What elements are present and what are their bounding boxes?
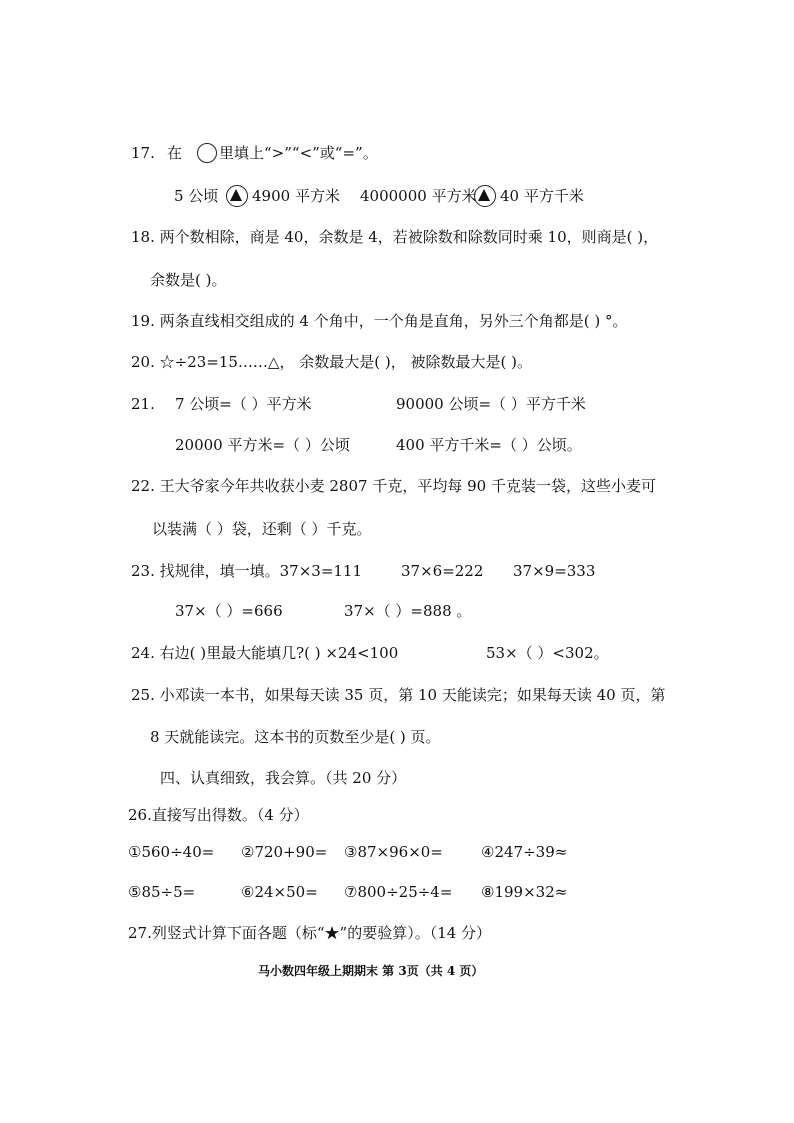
triangle-in-circle-icon <box>226 185 248 207</box>
q17-compare-circle-1[interactable] <box>226 185 248 207</box>
q23-line-2 <box>175 601 575 623</box>
q24-part-2: 53×（ ）<302。 <box>486 644 609 662</box>
q17-blank-circle[interactable] <box>197 142 217 163</box>
q23-example-3: 37×9=333 <box>513 562 596 580</box>
q26-item-5: ⑤85÷5= <box>128 883 196 901</box>
q23-example-2: 37×6=222 <box>401 562 484 580</box>
q18-line-2: 余数是( )。 <box>150 271 227 289</box>
empty-circle-icon <box>197 143 217 163</box>
q26-item-1: ①560÷40= <box>128 843 215 861</box>
q17-text-prefix: 在 <box>167 144 183 162</box>
q26-item-8: ⑧199×32≈ <box>481 883 568 901</box>
q21-item-1: 7 公顷=（ ）平方米 <box>175 395 312 413</box>
page-footer: 马小数四年级上期期末 第 3页（共 4 页） <box>258 964 484 978</box>
q17-instruction: 里填上“>”“<”或“=”。 <box>219 144 378 162</box>
q22-line-1: 22. 王大爷家今年共收获小麦 2807 千克，平均每 90 千克装一袋，这些小麦可 <box>131 477 656 495</box>
q17-items-line <box>174 186 624 208</box>
q21-line-1 <box>131 394 631 416</box>
q27-title: 27.列竖式计算下面各题（标“★”的要验算）。（14 分） <box>128 924 492 942</box>
q26-row-2 <box>128 882 648 904</box>
q26-item-6: ⑥24×50= <box>241 883 318 901</box>
q17-line <box>131 143 631 165</box>
triangle-in-circle-icon <box>474 185 496 207</box>
q20-line: 20. ☆÷23=15……△， 余数最大是( )， 被除数最大是( )。 <box>131 353 532 371</box>
q17-item-a: 5 公顷 <box>174 187 219 205</box>
q23-blank-1: 37×（ ）=666 <box>175 602 283 620</box>
q17-compare-circle-2[interactable] <box>474 185 496 207</box>
q21-item-3: 20000 平方米=（ ）公顷 <box>175 436 350 454</box>
q17-number: 17. <box>131 144 155 162</box>
section-4-heading: 四、认真细致，我会算。（共 20 分） <box>160 769 407 787</box>
q25-line-2: 8 天就能读完。这本书的页数至少是( ) 页。 <box>150 728 441 746</box>
q21-number: 21. <box>131 395 155 413</box>
q21-item-2: 90000 公顷=（ ）平方千米 <box>396 395 586 413</box>
q26-item-2: ②720+90= <box>241 843 328 861</box>
q17-item-c: 4000000 平方米 <box>360 187 477 205</box>
q21-item-4: 400 平方千米=（ ）公顷。 <box>396 436 582 454</box>
q19-line: 19. 两条直线相交组成的 4 个角中，一个角是直角，另外三个角都是( ) °。 <box>131 312 628 330</box>
q23-prompt: 23. 找规律，填一填。37×3=111 <box>131 562 363 580</box>
q23-line-1 <box>131 561 631 583</box>
q21-line-2 <box>175 435 625 457</box>
q17-item-d: 40 平方千米 <box>500 187 584 205</box>
q23-blank-2: 37×（ ）=888 。 <box>344 602 472 620</box>
q24-line <box>131 643 651 665</box>
q17-item-b: 4900 平方米 <box>252 187 340 205</box>
q26-row-1 <box>128 842 648 864</box>
q25-line-1: 25. 小邓读一本书，如果每天读 35 页，第 10 天能读完；如果每天读 40 页，第 <box>131 686 666 704</box>
q26-item-3: ③87×96×0= <box>344 843 443 861</box>
q26-title: 26.直接写出得数。（4 分） <box>128 806 309 824</box>
q22-line-2: 以装满（ ）袋，还剩（ ）千克。 <box>152 520 372 538</box>
q24-part-1: 24. 右边( )里最大能填几?( ) ×24<100 <box>131 644 399 662</box>
q18-line-1: 18. 两个数相除，商是 40，余数是 4，若被除数和除数同时乘 10，则商是( )， <box>131 228 659 246</box>
q26-item-7: ⑦800÷25÷4= <box>344 883 453 901</box>
q26-item-4: ④247÷39≈ <box>481 843 568 861</box>
